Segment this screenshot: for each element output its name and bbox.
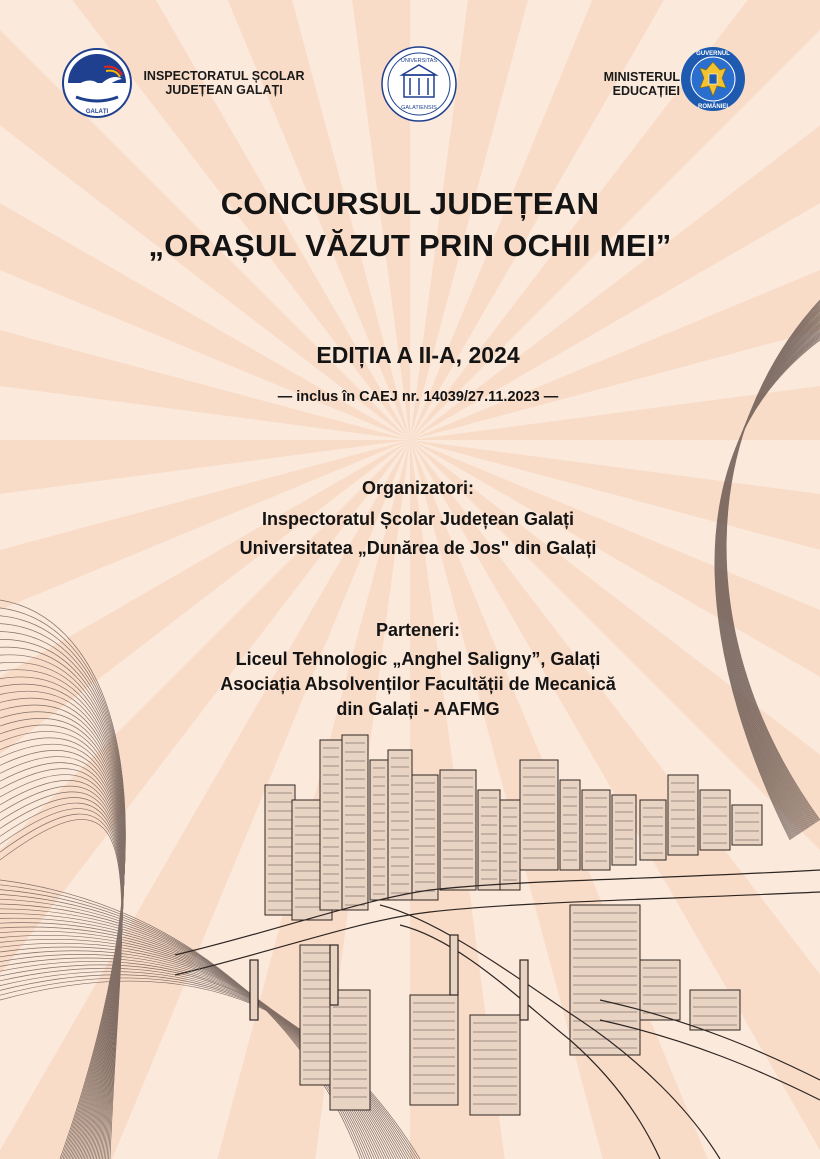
partner-item: Asociația Absolvenților Facultății de Mecanică <box>220 674 616 694</box>
building <box>700 790 730 850</box>
building <box>732 805 762 845</box>
partner-item: din Galați - AAFMG <box>336 699 500 719</box>
overpass-pillar <box>330 945 338 1005</box>
building <box>640 800 666 860</box>
wave-line <box>0 691 124 1159</box>
building <box>370 760 388 900</box>
overpass-pillar <box>520 960 528 1020</box>
building <box>342 735 368 910</box>
organizer-item: Inspectoratul Școlar Județean Galați <box>261 509 575 529</box>
edition: EDIȚIA A II-A, 2024 <box>316 342 520 368</box>
isj-name <box>138 69 310 97</box>
caej-note: — inclus în CAEJ nr. 14039/27.11.2023 — <box>277 389 559 405</box>
gov-seal-top: GUVERNUL <box>696 51 730 57</box>
ministry-name <box>580 70 680 98</box>
building <box>668 775 698 855</box>
building <box>470 1015 520 1115</box>
overpass-pillar <box>250 960 258 1020</box>
univ-seal-bottom: GALATIENSIS <box>401 105 437 111</box>
building <box>410 995 458 1105</box>
right-wave-lines <box>715 300 820 840</box>
isj-seal-bottom: GALAȚI <box>85 109 109 115</box>
building <box>582 790 610 870</box>
ministry-name-line1: MINISTERUL <box>603 70 680 84</box>
university-seal-icon <box>380 45 458 123</box>
building <box>440 770 476 890</box>
overpass-pillar <box>450 935 458 995</box>
gov-seal-bottom: ROMÂNIEI <box>698 104 728 110</box>
skyline-buildings <box>265 735 762 1115</box>
title-line2: „ORAȘUL VĂZUT PRIN OCHII MEI” <box>148 228 672 263</box>
ministry-name-line2: EDUCAȚIEI <box>612 84 680 98</box>
building <box>320 740 342 910</box>
building <box>560 780 580 870</box>
isj-name-line2: JUDEȚEAN GALAȚI <box>165 83 283 97</box>
organizer-item: Universitatea „Dunărea de Jos" din Galați <box>239 538 597 558</box>
partner-item: Liceul Tehnologic „Anghel Saligny”, Galați <box>235 649 601 669</box>
building <box>500 800 520 890</box>
building <box>388 750 412 900</box>
building <box>265 785 295 915</box>
isj-galati-logo-icon <box>60 47 134 119</box>
building <box>330 990 370 1110</box>
government-seal-icon <box>680 46 746 112</box>
building <box>690 990 740 1030</box>
building <box>520 760 558 870</box>
organizers-heading: Organizatori: <box>361 478 474 498</box>
wave-line <box>0 769 123 1159</box>
partners-heading: Parteneri: <box>375 620 461 640</box>
building <box>478 790 500 890</box>
univ-seal-top: UNIVERSITAS <box>400 58 438 64</box>
title-line1: CONCURSUL JUDEȚEAN <box>220 186 600 221</box>
building <box>412 775 438 900</box>
building <box>570 905 640 1055</box>
isj-name-line1: INSPECTORATUL ȘCOLAR <box>143 69 305 83</box>
